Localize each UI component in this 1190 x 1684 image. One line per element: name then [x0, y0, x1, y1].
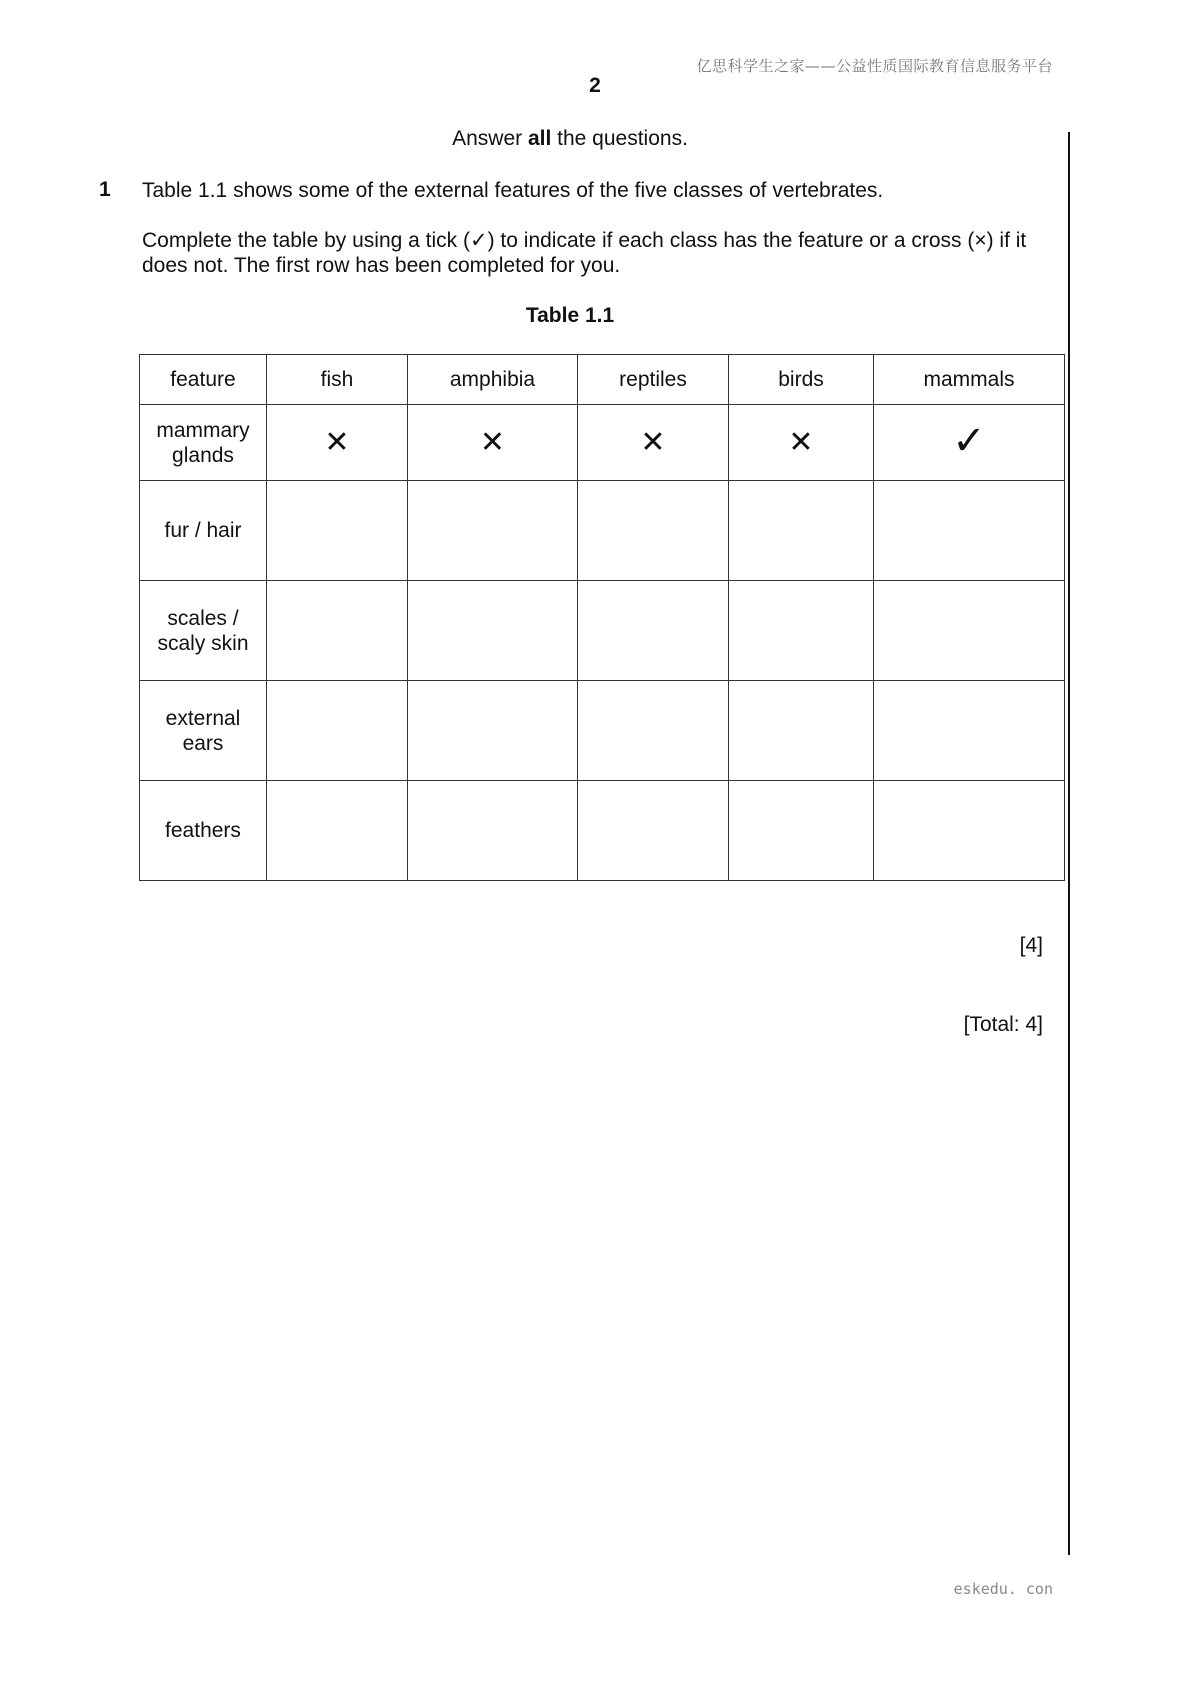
instruction: [0, 127, 1140, 151]
answer-cell[interactable]: [578, 581, 729, 681]
cross-mark-cell: [578, 405, 729, 481]
answer-cell[interactable]: [267, 781, 408, 881]
instruction-bold: all: [527, 127, 552, 150]
answer-cell[interactable]: [267, 481, 408, 581]
tick-icon: ✓: [952, 418, 986, 463]
table-caption: Table 1.1: [525, 304, 615, 327]
cross-mark-cell: [408, 405, 578, 481]
feature-label: mammary glands: [140, 405, 267, 481]
features-table: [139, 354, 1065, 881]
answer-cell[interactable]: [874, 481, 1065, 581]
answer-cell[interactable]: [408, 481, 578, 581]
answer-cell[interactable]: [578, 681, 729, 781]
cross-icon: ✕: [479, 425, 506, 459]
answer-cell[interactable]: [874, 581, 1065, 681]
header-watermark: 亿思科学生之家——公益性质国际教育信息服务平台: [696, 57, 1053, 75]
question-marks: [4]: [1019, 934, 1043, 957]
table-header-row: [140, 355, 1065, 405]
answer-cell[interactable]: [267, 581, 408, 681]
answer-cell[interactable]: [729, 481, 874, 581]
feature-label: scales / scaly skin: [140, 581, 267, 681]
table-row: [140, 481, 1065, 581]
header-cell-reptiles: reptiles: [578, 355, 729, 405]
feature-label: feathers: [140, 781, 267, 881]
instruction-before: Answer: [452, 127, 528, 150]
answer-cell[interactable]: [578, 781, 729, 881]
question-number: 1: [99, 178, 111, 201]
answer-cell[interactable]: [267, 681, 408, 781]
footer-watermark: eskedu. con: [953, 1580, 1053, 1598]
header-cell-fish: fish: [267, 355, 408, 405]
tick-mark-cell: [874, 405, 1065, 481]
table-row: [140, 781, 1065, 881]
table-row: [140, 581, 1065, 681]
cross-mark-cell: [729, 405, 874, 481]
question-text: Table 1.1 shows some of the external features of the five classes of vertebrates.: [142, 179, 884, 202]
answer-cell[interactable]: [408, 781, 578, 881]
header-cell-feature: feature: [140, 355, 267, 405]
answer-cell[interactable]: [729, 781, 874, 881]
header-cell-amphibia: amphibia: [408, 355, 578, 405]
answer-cell[interactable]: [408, 581, 578, 681]
header-cell-mammals: mammals: [874, 355, 1065, 405]
cross-mark-cell: [267, 405, 408, 481]
header-cell-birds: birds: [729, 355, 874, 405]
feature-label: fur / hair: [140, 481, 267, 581]
answer-cell[interactable]: [729, 581, 874, 681]
margin-line: [1068, 132, 1070, 1555]
instruction-after: the questions.: [551, 127, 688, 150]
page-number: 2: [589, 74, 601, 97]
table-row: [140, 681, 1065, 781]
cross-icon: ✕: [324, 425, 350, 459]
answer-cell[interactable]: [578, 481, 729, 581]
table-row: [140, 405, 1065, 481]
answer-cell[interactable]: [408, 681, 578, 781]
answer-cell[interactable]: [729, 681, 874, 781]
total-marks: [Total: 4]: [963, 1013, 1043, 1036]
cross-icon: ✕: [788, 425, 814, 459]
feature-label: external ears: [140, 681, 267, 781]
cross-icon: ✕: [640, 425, 666, 459]
answer-cell[interactable]: [874, 781, 1065, 881]
answer-cell[interactable]: [874, 681, 1065, 781]
question-instructions: Complete the table by using a tick (✓) to indicate if each class has the feature or a cross (×) if it does not. The first row has been completed for you.: [142, 229, 1027, 277]
